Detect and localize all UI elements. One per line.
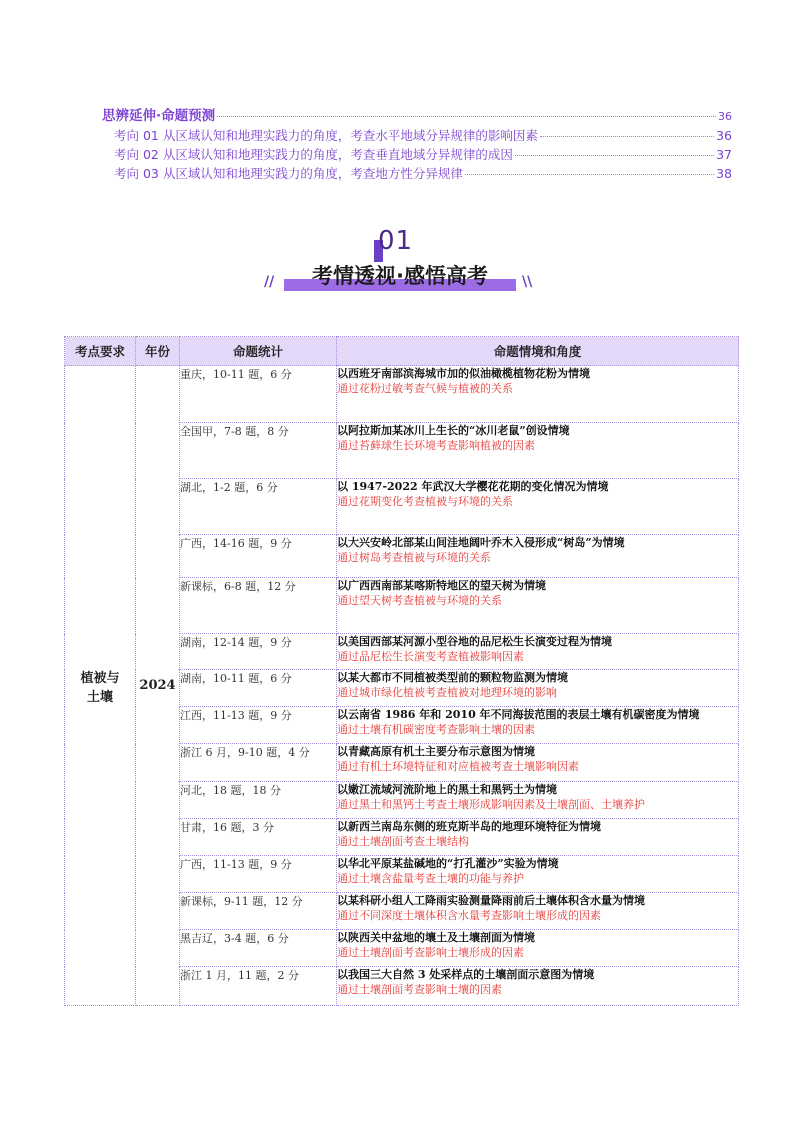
table-header-row (65, 337, 739, 366)
context-cell (337, 967, 739, 1006)
stat-cell: 江西，11-13 题，9 分 (180, 707, 337, 744)
header-year: 年份 (136, 337, 180, 366)
context-title: 以某大都市不同植被类型前的颗粒物监测为情境 (337, 671, 568, 684)
toc-heading[interactable] (102, 104, 732, 126)
context-title: 以大兴安岭北部某山间洼地阔叶乔木入侵形成“树岛”为情境 (337, 536, 625, 549)
stat-cell: 河北，18 题，18 分 (180, 782, 337, 819)
stat-cell: 广西，11-13 题，9 分 (180, 856, 337, 893)
context-title: 以 1947-2022 年武汉大学樱花花期的变化情况为情境 (337, 480, 609, 493)
toc-heading-page: 36 (718, 110, 732, 123)
toc-item-label: 考向 02 从区域认知和地理实践力的角度，考查垂直地域分异规律的成因 (114, 147, 513, 162)
banner-number: 01 (378, 226, 414, 256)
year-cell: 2024 (136, 366, 180, 1006)
context-desc: 通过土壤含盐量考查土壤的功能与养护 (337, 872, 524, 885)
context-desc: 通过树岛考查植被与环境的关系 (337, 551, 491, 564)
context-title: 以某科研小组人工降雨实验测量降雨前后土壤体积含水量为情境 (337, 894, 645, 907)
context-desc: 通过城市绿化植被考查植被对地理环境的影响 (337, 686, 557, 699)
context-desc: 通过花期变化考查植被与环境的关系 (337, 495, 513, 508)
topic-label: 植被与土壤 (80, 670, 120, 705)
context-desc: 通过有机土环境特征和对应植被考查土壤影响因素 (337, 760, 579, 773)
context-cell (337, 535, 739, 578)
exam-analysis-table (64, 336, 739, 1006)
context-desc: 通过不同深度土壤体积含水量考查影响土壤形成的因素 (337, 909, 601, 922)
banner-slash-right: \\ (522, 274, 533, 290)
table-row (65, 366, 739, 423)
banner-title: 考情透视·感悟高考 (312, 264, 488, 288)
context-cell (337, 856, 739, 893)
context-cell (337, 366, 739, 423)
context-desc: 通过土壤剖面考查影响土壤的因素 (337, 983, 502, 996)
toc-heading-label: 思辨延伸·命题预测 (102, 108, 216, 124)
context-cell (337, 670, 739, 707)
toc-item-label: 考向 03 从区域认知和地理实践力的角度，考查地方性分异规律 (114, 166, 463, 181)
context-cell (337, 930, 739, 967)
toc-leader (540, 136, 714, 137)
context-title: 以广西西南部某喀斯特地区的望天树为情境 (337, 579, 546, 592)
toc-leader (515, 155, 714, 156)
stat-cell: 黑吉辽，3-4 题，6 分 (180, 930, 337, 967)
context-title: 以嫩江流域河流阶地上的黑土和黑钙土为情境 (337, 783, 557, 796)
header-context: 命题情境和角度 (337, 337, 739, 366)
context-cell (337, 782, 739, 819)
context-desc: 通过土壤有机碳密度考查影响土壤的因素 (337, 723, 535, 736)
stat-cell: 甘肃，16 题，3 分 (180, 819, 337, 856)
context-desc: 通过土壤剖面考查影响土壤形成的因素 (337, 946, 524, 959)
stat-cell: 浙江 1 月，11 题，2 分 (180, 967, 337, 1006)
context-desc: 通过品尼松生长演变考查植被影响因素 (337, 650, 524, 663)
context-cell (337, 423, 739, 479)
toc-item-label: 考向 01 从区域认知和地理实践力的角度，考查水平地域分异规律的影响因素 (114, 128, 538, 143)
context-title: 以陕西关中盆地的壤土及土壤剖面为情境 (337, 931, 535, 944)
header-topic: 考点要求 (65, 337, 136, 366)
toc-item[interactable] (102, 145, 732, 164)
toc-item[interactable] (102, 164, 732, 183)
toc-leader (465, 174, 714, 175)
toc-item-page: 37 (716, 147, 732, 162)
context-desc: 通过土壤剖面考查土壤结构 (337, 835, 469, 848)
header-stats: 命题统计 (180, 337, 337, 366)
context-cell (337, 819, 739, 856)
context-cell (337, 744, 739, 782)
stat-cell: 新课标，9-11 题，12 分 (180, 893, 337, 930)
context-title: 以华北平原某盐碱地的“打孔灌沙”实验为情境 (337, 857, 559, 870)
context-cell (337, 634, 739, 670)
context-desc: 通过花粉过敏考查气候与植被的关系 (337, 382, 513, 395)
topic-cell (65, 366, 136, 1006)
stat-cell: 湖北，1-2 题，6 分 (180, 479, 337, 535)
context-cell (337, 479, 739, 535)
context-title: 以青藏高原有机土主要分布示意图为情境 (337, 745, 535, 758)
context-desc: 通过苔藓球生长环境考查影响植被的因素 (337, 439, 535, 452)
banner-slash-left: // (264, 274, 275, 290)
stat-cell: 全国甲，7-8 题，8 分 (180, 423, 337, 479)
toc-item[interactable] (102, 126, 732, 145)
context-cell (337, 707, 739, 744)
stat-cell: 湖南，10-11 题，6 分 (180, 670, 337, 707)
stat-cell: 广西，14-16 题，9 分 (180, 535, 337, 578)
context-title: 以我国三大自然 3 处采样点的土壤剖面示意图为情境 (337, 968, 595, 981)
context-title: 以云南省 1986 年和 2010 年不同海拔范围的表层土壤有机碳密度为情境 (337, 708, 700, 721)
stat-cell: 湖南，12-14 题，9 分 (180, 634, 337, 670)
toc-leader (217, 116, 716, 117)
context-cell (337, 893, 739, 930)
stat-cell: 浙江 6 月，9-10 题，4 分 (180, 744, 337, 782)
context-desc: 通过黑土和黑钙土考查土壤形成影响因素及土壤剖面、土壤养护 (337, 798, 645, 811)
context-title: 以西班牙南部滨海城市加的似油橄榄植物花粉为情境 (337, 367, 590, 380)
context-title: 以阿拉斯加某冰川上生长的“冰川老鼠”创设情境 (337, 424, 570, 437)
section-banner (260, 226, 540, 298)
context-title: 以新西兰南岛东侧的班克斯半岛的地理环境特征为情境 (337, 820, 601, 833)
table-of-contents (102, 104, 732, 183)
stat-cell: 新课标，6-8 题，12 分 (180, 578, 337, 634)
context-title: 以美国西部某河源小型谷地的品尼松生长演变过程为情境 (337, 635, 612, 648)
context-desc: 通过望天树考查植被与环境的关系 (337, 594, 502, 607)
toc-item-page: 36 (716, 128, 732, 143)
toc-item-page: 38 (716, 166, 732, 181)
stat-cell: 重庆，10-11 题，6 分 (180, 366, 337, 423)
context-cell (337, 578, 739, 634)
